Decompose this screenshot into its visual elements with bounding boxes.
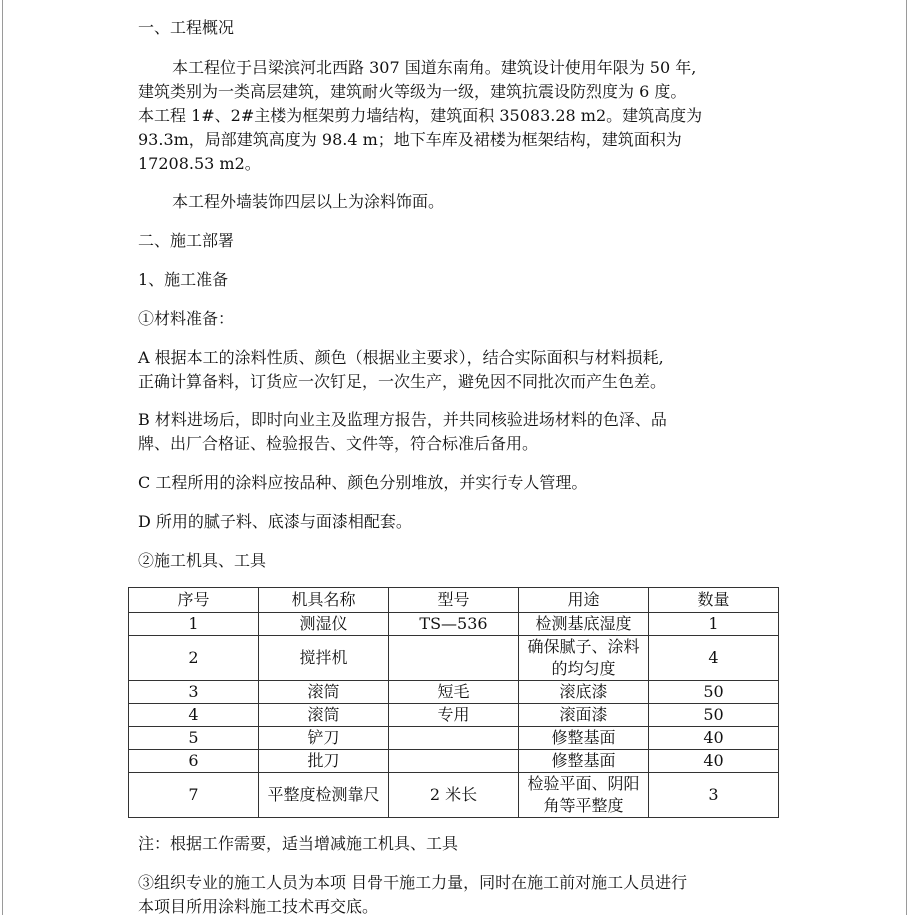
table-cell: 2 米长 bbox=[389, 773, 519, 818]
overview-line-5: 17208.53 m2。 bbox=[138, 154, 261, 173]
table-cell: 4 bbox=[649, 636, 779, 681]
table-cell: 修整基面 bbox=[519, 750, 649, 773]
table-cell: 修整基面 bbox=[519, 727, 649, 750]
overview-line-3: 本工程 1#、2#主楼为框架剪力墙结构，建筑面积 35083.28 m2。建筑高度为 bbox=[138, 106, 703, 125]
table-cell: 滚筒 bbox=[259, 681, 389, 704]
table-cell: 40 bbox=[649, 727, 779, 750]
table-cell: 2 bbox=[129, 636, 259, 681]
subsection-1-title: 1、施工准备 bbox=[138, 270, 229, 289]
table-cell: 检验平面、阴阳角等平整度 bbox=[519, 773, 649, 818]
item-3-line-2: 本项目所用涂料施工技术再交底。 bbox=[138, 897, 379, 916]
table-cell: 搅拌机 bbox=[259, 636, 389, 681]
table-cell: 4 bbox=[129, 704, 259, 727]
table-row bbox=[129, 773, 779, 818]
section-1-title: 一、工程概况 bbox=[138, 18, 235, 37]
item-a-line-2: 正确计算备料，订货应一次钉足，一次生产，避免因不同批次而产生色差。 bbox=[138, 372, 667, 391]
table-cell: 3 bbox=[649, 773, 779, 818]
table-cell: 测湿仪 bbox=[259, 613, 389, 636]
overview-line-2: 建筑类别为一类高层建筑，建筑耐火等级为一级，建筑抗震设防烈度为 6 度。 bbox=[138, 82, 687, 101]
table-row bbox=[129, 727, 779, 750]
page-right-edge bbox=[906, 0, 907, 915]
overview-line-4: 93.3m，局部建筑高度为 98.4 m；地下车库及裙楼为框架结构，建筑面积为 bbox=[138, 130, 682, 149]
table-cell: 铲刀 bbox=[259, 727, 389, 750]
table-cell: 批刀 bbox=[259, 750, 389, 773]
table-cell: 50 bbox=[649, 704, 779, 727]
table-cell: 6 bbox=[129, 750, 259, 773]
table-cell: 3 bbox=[129, 681, 259, 704]
table-cell: 短毛 bbox=[389, 681, 519, 704]
table-cell: 滚底漆 bbox=[519, 681, 649, 704]
item-b-line-2: 牌、出厂合格证、检验报告、文件等，符合标准后备用。 bbox=[138, 434, 539, 453]
table-cell: TS—536 bbox=[389, 613, 519, 636]
table-row bbox=[129, 681, 779, 704]
table-cell: 50 bbox=[649, 681, 779, 704]
table-cell: 1 bbox=[649, 613, 779, 636]
table-header-cell: 型号 bbox=[389, 588, 519, 613]
table-cell: 7 bbox=[129, 773, 259, 818]
table-cell: 5 bbox=[129, 727, 259, 750]
table-cell: 专用 bbox=[389, 704, 519, 727]
item-d: D 所用的腻子料、底漆与面漆相配套。 bbox=[138, 512, 412, 531]
table-row bbox=[129, 704, 779, 727]
item-c: C 工程所用的涂料应按品种、颜色分别堆放，并实行专人管理。 bbox=[138, 473, 588, 492]
table-cell: 滚筒 bbox=[259, 704, 389, 727]
table-header-cell: 用途 bbox=[519, 588, 649, 613]
table-header-cell: 序号 bbox=[129, 588, 259, 613]
table-row bbox=[129, 636, 779, 681]
table-header-cell: 机具名称 bbox=[259, 588, 389, 613]
overview-line-1: 本工程位于吕梁滨河北西路 307 国道东南角。建筑设计使用年限为 50 年, bbox=[172, 58, 697, 77]
material-prep-title: ①材料准备： bbox=[138, 309, 235, 328]
tools-table bbox=[128, 587, 779, 818]
table-cell bbox=[389, 750, 519, 773]
table-cell bbox=[389, 727, 519, 750]
tools-table-wrapper bbox=[128, 587, 779, 818]
item-3-line-1: ③组织专业的施工人员为本项 目骨干施工力量，同时在施工前对施工人员进行 bbox=[138, 873, 688, 892]
table-header-row bbox=[129, 588, 779, 613]
table-cell: 检测基底湿度 bbox=[519, 613, 649, 636]
table-cell: 40 bbox=[649, 750, 779, 773]
table-row bbox=[129, 613, 779, 636]
item-a-line-1: A 根据本工的涂料性质、颜色（根据业主要求），结合实际面积与材料损耗, bbox=[138, 348, 664, 367]
tools-title: ②施工机具、工具 bbox=[138, 551, 267, 570]
table-note: 注：根据工作需要，适当增减施工机具、工具 bbox=[138, 834, 459, 853]
facade-paragraph: 本工程外墙装饰四层以上为涂料饰面。 bbox=[172, 192, 445, 211]
item-b-line-1: B 材料进场后，即时向业主及监理方报告，并共同核验进场材料的色泽、品 bbox=[138, 410, 667, 429]
page-left-edge bbox=[2, 0, 3, 915]
table-cell: 确保腻子、涂料的均匀度 bbox=[519, 636, 649, 681]
table-cell: 滚面漆 bbox=[519, 704, 649, 727]
table-header-cell: 数量 bbox=[649, 588, 779, 613]
table-cell bbox=[389, 636, 519, 681]
section-2-title: 二、施工部署 bbox=[138, 231, 235, 250]
table-cell: 1 bbox=[129, 613, 259, 636]
table-row bbox=[129, 750, 779, 773]
table-cell: 平整度检测靠尺 bbox=[259, 773, 389, 818]
